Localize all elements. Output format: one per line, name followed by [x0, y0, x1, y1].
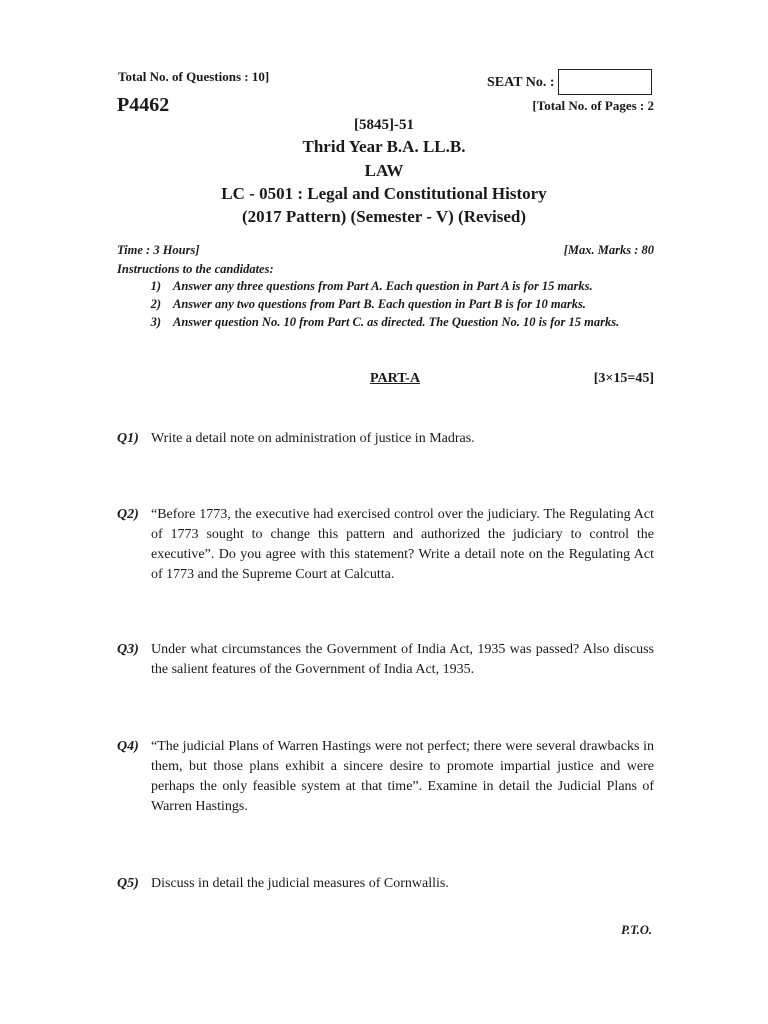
total-pages: [Total No. of Pages : 2 [532, 98, 654, 113]
instruction-item [117, 296, 654, 312]
instruction-number: 3) [150, 315, 161, 329]
question-number: Q3) [117, 642, 139, 657]
program-year: Thrid Year B.A. LL.B. [302, 137, 466, 156]
time-allowed: Time : 3 Hours] [117, 243, 200, 257]
instruction-item [117, 278, 654, 294]
question-item [117, 874, 654, 894]
question-text: “Before 1773, the executive had exercised control over the judiciary. The Regulating Act of 1773 sought to change this pattern and authorized the judiciary to control the executive”. Do you agree with this statement? Write a detail note on the Regulating Act of 1773 and the Supreme Court at Calcutta. [151, 507, 654, 582]
instruction-number: 1) [150, 279, 161, 293]
part-a-heading: PART-A [370, 371, 421, 386]
course-code: [5845]-51 [354, 117, 414, 133]
subject: LAW [364, 161, 404, 180]
part-a-marks: [3×15=45] [593, 371, 654, 386]
paper-title: LC - 0501 : Legal and Constitutional History [221, 184, 547, 203]
max-marks: [Max. Marks : 80 [563, 243, 654, 257]
please-turn-over: P.T.O. [621, 923, 652, 937]
question-item [117, 640, 654, 680]
question-text: Write a detail note on administration of justice in Madras. [151, 431, 475, 446]
seat-number-box [558, 69, 652, 95]
instruction-text: Answer any two questions from Part B. Each question in Part B is for 10 marks. [173, 297, 586, 311]
question-number: Q1) [117, 431, 139, 446]
question-item [117, 505, 654, 585]
instruction-number: 2) [150, 297, 161, 311]
question-number: Q4) [117, 739, 139, 754]
question-number: Q2) [117, 507, 139, 522]
total-questions: Total No. of Questions : 10] [118, 69, 270, 84]
question-text: “The judicial Plans of Warren Hastings were not perfect; there were several drawbacks in them, but those plans exhibit a sincere desire to promote impartial justice and were perhaps the only feasible system at that time”. Examine in detail the Judicial Plans of Warren Hastings. [151, 739, 654, 814]
question-text: Under what circumstances the Government of India Act, 1935 was passed? Also discuss the salient features of the Government of India Act, 1935. [151, 642, 654, 677]
paper-pattern: (2017 Pattern) (Semester - V) (Revised) [241, 207, 527, 226]
question-number: Q5) [117, 876, 139, 891]
paper-code: P4462 [117, 94, 170, 116]
question-item [117, 737, 654, 817]
question-item [117, 429, 654, 449]
instruction-text: Answer any three questions from Part A. Each question in Part A is for 15 marks. [173, 279, 593, 293]
instruction-item [117, 314, 654, 330]
instructions-title: Instructions to the candidates: [117, 262, 274, 276]
question-text: Discuss in detail the judicial measures of Cornwallis. [151, 876, 449, 891]
instruction-text: Answer question No. 10 from Part C. as directed. The Question No. 10 is for 15 marks. [173, 315, 620, 329]
seat-number-label: SEAT No. : [487, 75, 555, 90]
